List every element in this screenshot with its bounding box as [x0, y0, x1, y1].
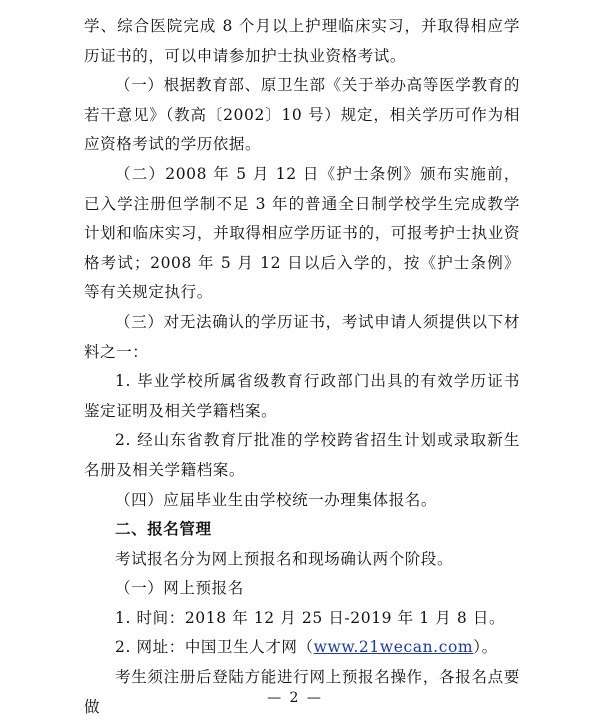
- paragraph-register-note: 考生须注册后登陆方能进行网上预报名操作，各报名点要做: [84, 668, 520, 716]
- paragraph-subitem-1: 1. 毕业学校所属省级教育行政部门出具的有效学历证书鉴定证明及相关学籍档案。: [84, 372, 520, 420]
- paragraph-item-3: （三）对无法确认的学历证书，考试申请人须提供以下材料之一：: [84, 312, 520, 361]
- paragraph-online-preregistration: （一）网上预报名: [115, 579, 244, 598]
- paragraph-registration-intro: 考试报名分为网上预报名和现场确认两个阶段。: [115, 549, 454, 568]
- website-link[interactable]: www.21wecan.com: [313, 638, 474, 657]
- paragraph-subitem-2: 2. 经山东省教育厅批准的学校跨省招生计划或录取新生名册及相关学籍档案。: [84, 431, 520, 479]
- document-body: [84, 12, 520, 722]
- page-number: — 2 —: [267, 690, 323, 706]
- paragraph-item-2: （二）2008 年 5 月 12 日《护士条例》颁布实施前，已入学注册但学制不足 3 年的普通全日制学校学生完成教学计划和临床实习，并取得相应学历证书的，可报考护士执业资格考试；2008 年 5 月 12 日以后入学的，按《护士条例》等有关规定执行。: [84, 164, 520, 302]
- paragraph-item-1: （一）根据教育部、原卫生部《关于举办高等医学教育的若干意见》（教高〔2002〕10 号）规定，相关学历可作为相应资格考试的学历依据。: [84, 76, 520, 154]
- paragraph-website: [84, 633, 520, 663]
- paragraph-time: 1. 时间：2018 年 12 月 25 日-2019 年 1 月 8 日。: [115, 608, 506, 627]
- section-heading: 二、报名管理: [115, 520, 212, 539]
- paragraph-continuation: 学、综合医院完成 8 个月以上护理临床实习，并取得相应学历证书的，可以申请参加护士执业资格考试。: [84, 17, 520, 65]
- paragraph-item-4: （四）应届毕业生由学校统一办理集体报名。: [115, 490, 438, 509]
- website-prefix: 2. 网址：中国卫生人才网（: [115, 638, 314, 657]
- website-suffix: ）。: [473, 638, 498, 657]
